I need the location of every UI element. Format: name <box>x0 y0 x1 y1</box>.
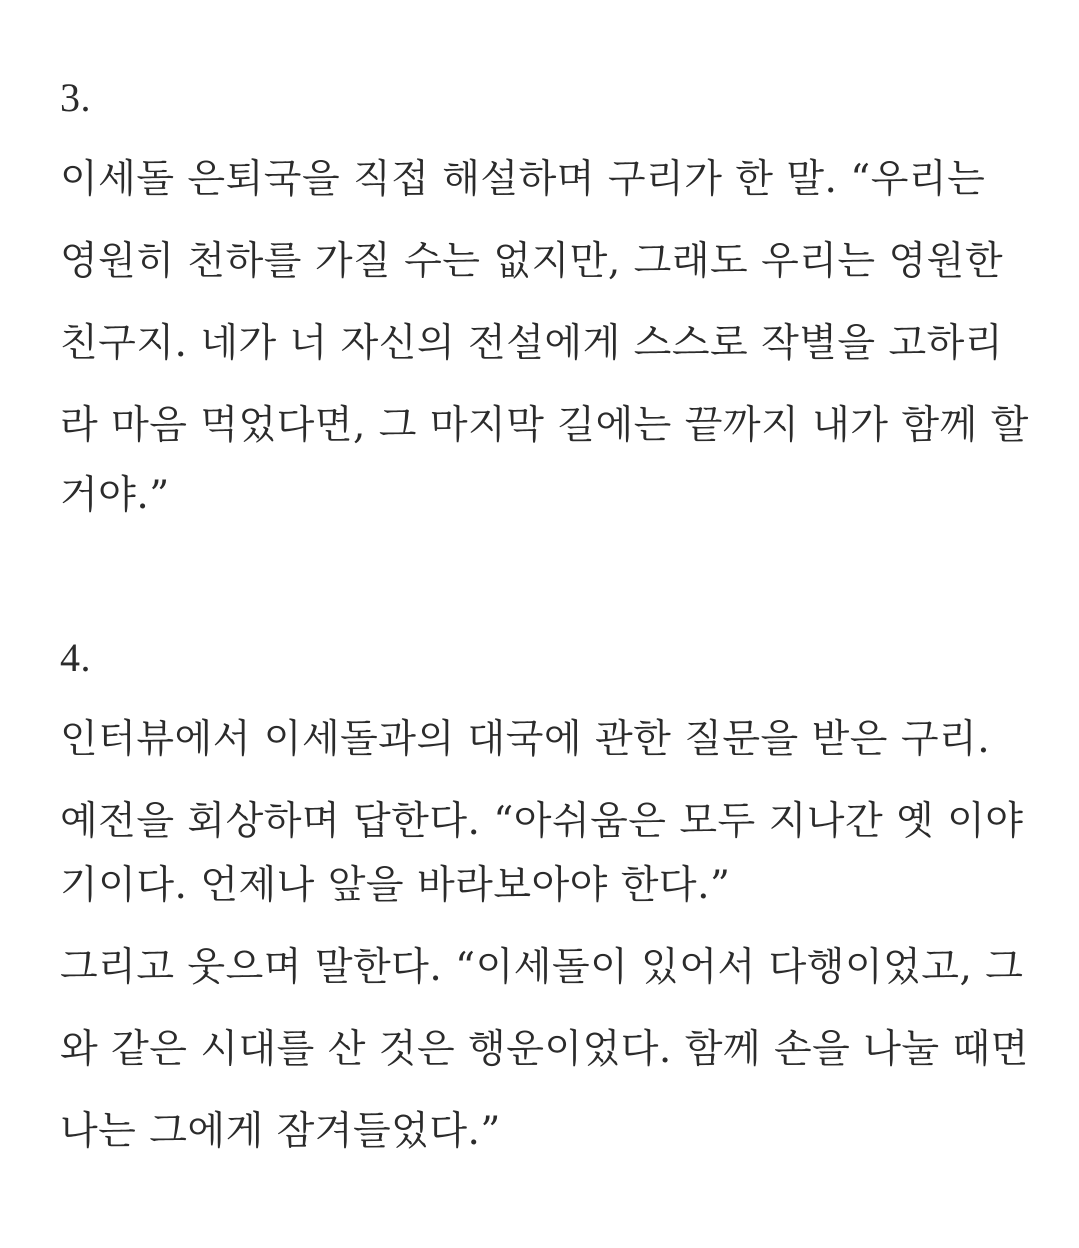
section-4-line-1: 인터뷰에서 이세돌과의 대국에 관한 질문을 받은 구리. <box>60 717 991 762</box>
section-4-line-3: 기이다. 언제나 앞을 바라보아야 한다.” <box>60 863 731 908</box>
section-4-line-5: 와 같은 시대를 산 것은 행운이었다. 함께 손을 나눌 때면 <box>60 1027 1029 1072</box>
section-3-line-1: 이세돌 은퇴국을 직접 해설하며 구리가 한 말. “우리는 <box>60 157 986 202</box>
section-3-line-4: 라 마음 먹었다면, 그 마지막 길에는 끝까지 내가 함께 할 <box>60 403 1029 448</box>
section-3-line-2: 영원히 천하를 가질 수는 없지만, 그래도 우리는 영원한 <box>60 239 1004 284</box>
section-4-line-4: 그리고 웃으며 말한다. “이세돌이 있어서 다행이었고, 그 <box>60 945 1024 990</box>
section-3-number: 3. <box>60 75 91 120</box>
section-4-line-6: 나는 그에게 잠겨들었다.” <box>60 1109 501 1154</box>
section-3-line-5: 거야.” <box>60 473 170 518</box>
section-3-line-3: 친구지. 네가 너 자신의 전설에게 스스로 작별을 고하리 <box>60 321 1004 366</box>
section-4-number: 4. <box>60 635 91 680</box>
section-4-line-2: 예전을 회상하며 답한다. “아쉬움은 모두 지나간 옛 이야 <box>60 799 1024 844</box>
